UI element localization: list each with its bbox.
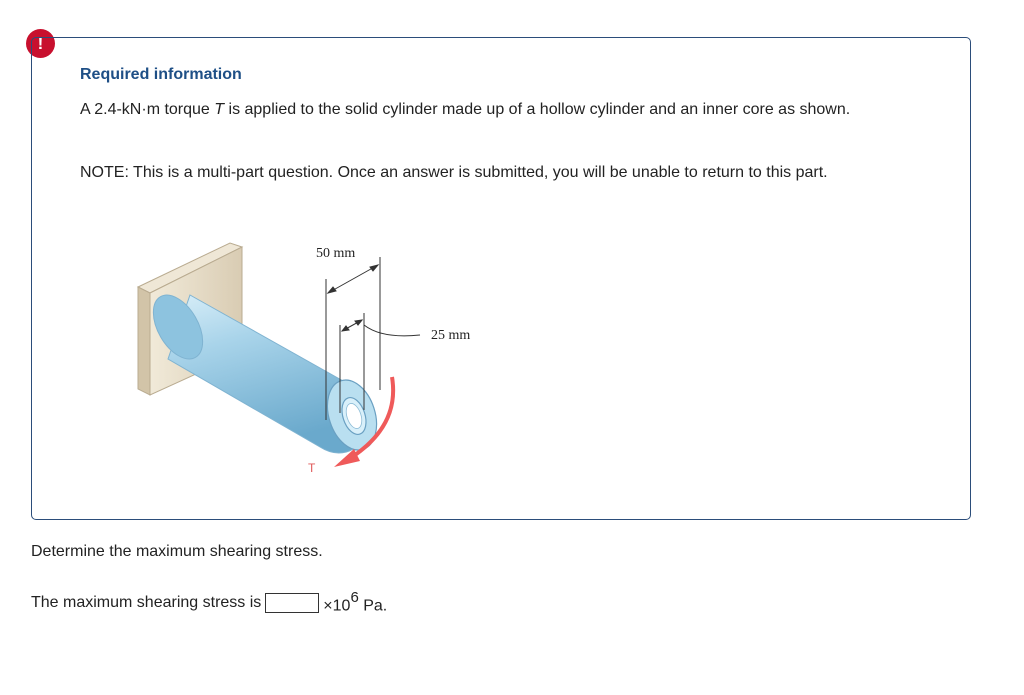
shearing-stress-input[interactable] [265,593,319,613]
outer-diameter-label: 50 mm [316,246,356,261]
answer-prefix: The maximum shearing stress is [31,594,262,611]
torque-label: T [308,461,316,475]
cylinder-figure [120,235,500,485]
unit-exponent: 6 [350,588,359,606]
question-prompt: Determine the maximum shearing stress. [31,543,323,560]
answer-row [31,590,387,616]
cylinder-diagram [120,235,500,485]
inner-diameter-label: 25 mm [431,328,471,343]
unit-base: ×10 [323,597,351,615]
problem-statement [80,99,920,120]
statement-part-1: A 2.4-kN·m torque [80,101,215,118]
info-heading: Required information [80,66,242,83]
torque-symbol: T [214,101,225,118]
unit-multiplier [323,588,388,615]
multi-part-note: NOTE: This is a multi-part question. Once an answer is submitted, you will be unable to return to this part. [80,164,828,181]
statement-part-2: is applied to the solid cylinder made up of a hollow cylinder and an inner core as shown. [224,101,851,118]
exclamation-icon: ! [37,34,44,53]
dimension-lines [326,257,420,420]
unit-suffix: Pa. [358,597,388,615]
